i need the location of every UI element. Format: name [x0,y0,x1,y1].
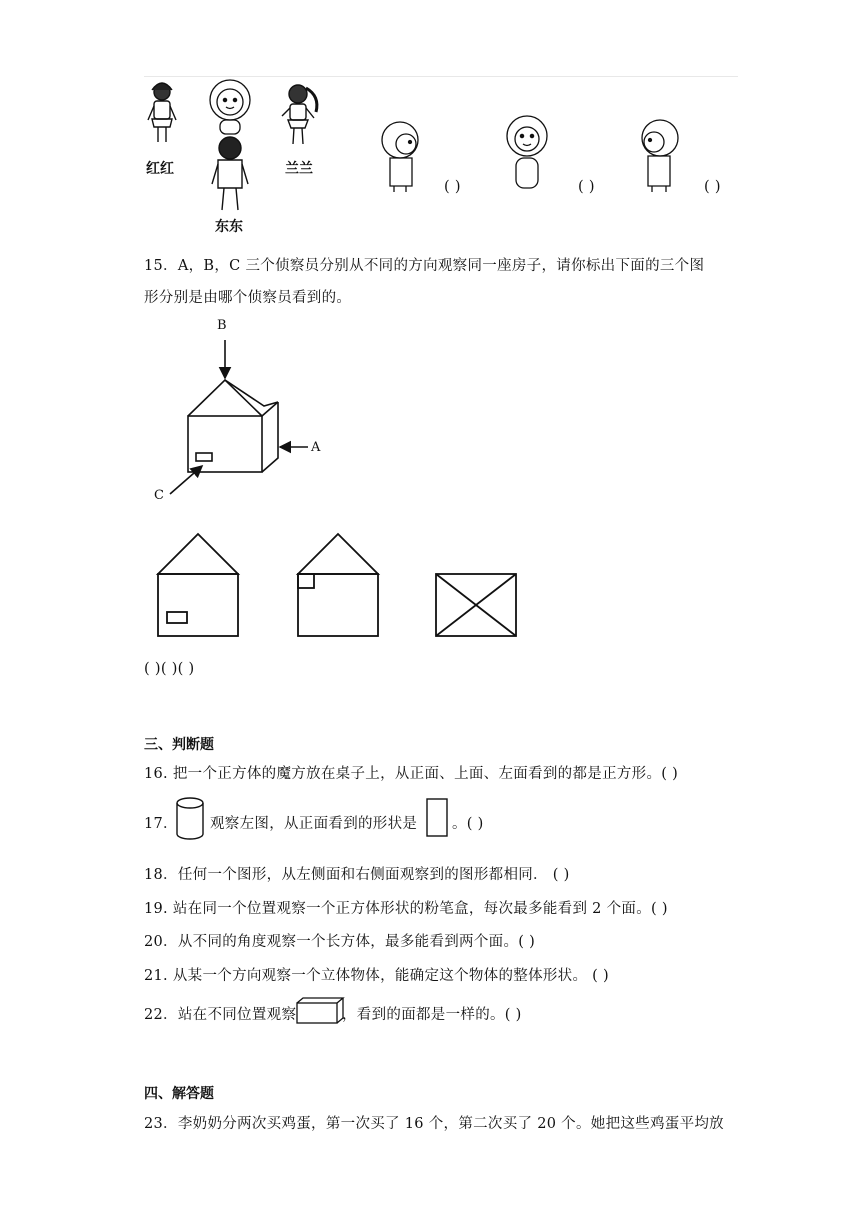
q15-answer-row[interactable]: ( )( )( ) [144,661,195,677]
house-diagram [140,316,340,506]
lion-side-left-icon [382,122,418,192]
label-b: B [217,318,227,333]
view-side-shape [298,534,378,574]
cylinder-icon [174,796,206,842]
observation-figure [140,76,740,236]
answer-blank-3[interactable]: ( ) [704,179,721,195]
label-c: C [154,488,164,503]
section4-title: 四、解答题 [144,1086,214,1102]
q15-line2: 形分别是由哪个侦察员看到的。 [144,290,352,306]
label-a: A [311,440,321,455]
lion-side-right-icon [642,120,678,192]
view-front-shape [158,534,238,574]
cuboid-icon [296,997,346,1025]
q21: 21. 从某一个方向观察一个立体物体，能确定这个物体的整体形状。 ( ) [144,968,609,984]
view-shapes [150,530,550,640]
section3-title: 三、判断题 [144,737,214,753]
name-dongdong: 东东 [215,219,243,235]
answer-blank-1[interactable]: ( ) [444,179,461,195]
q18: 18．任何一个图形，从左侧面和右侧面观察到的图形都相同． ( ) [144,867,570,883]
rectangle-answer-icon [426,798,448,838]
boy-dong-icon [212,137,248,210]
q16: 16. 把一个正方体的魔方放在桌子上，从正面、上面、左面看到的都是正方形。( ) [144,766,679,782]
q22-suffix: ，看到的面都是一样的。( ) [342,1007,522,1023]
q17-text: 观察左图，从正面看到的形状是 [210,816,418,832]
lion-front-small-icon [507,116,547,188]
girl-hong-icon [148,83,176,142]
q23: 23．李奶奶分两次买鸡蛋，第一次买了 16 个，第二次买了 20 个。她把这些鸡蛋平均放 [144,1116,724,1132]
q17-suffix: 。( ) [452,816,484,832]
girl-lan-icon [282,85,317,144]
name-lanlan: 兰兰 [285,161,313,177]
q15-line1: 15．A，B，C 三个侦察员分别从不同的方向观察同一座房子，请你标出下面的三个图 [144,258,705,274]
q19: 19. 站在同一个位置观察一个正方体形状的粉笔盒，每次最多能看到 2 个面。( ) [144,901,668,917]
name-honghong: 红红 [146,161,174,177]
lion-front-icon [210,80,250,134]
q17-prefix: 17． [144,816,178,832]
answer-blank-2[interactable]: ( ) [578,179,595,195]
q22-prefix: 22．站在不同位置观察 [144,1007,297,1023]
q20: 20．从不同的角度观察一个长方体，最多能看到两个面。( ) [144,934,536,950]
